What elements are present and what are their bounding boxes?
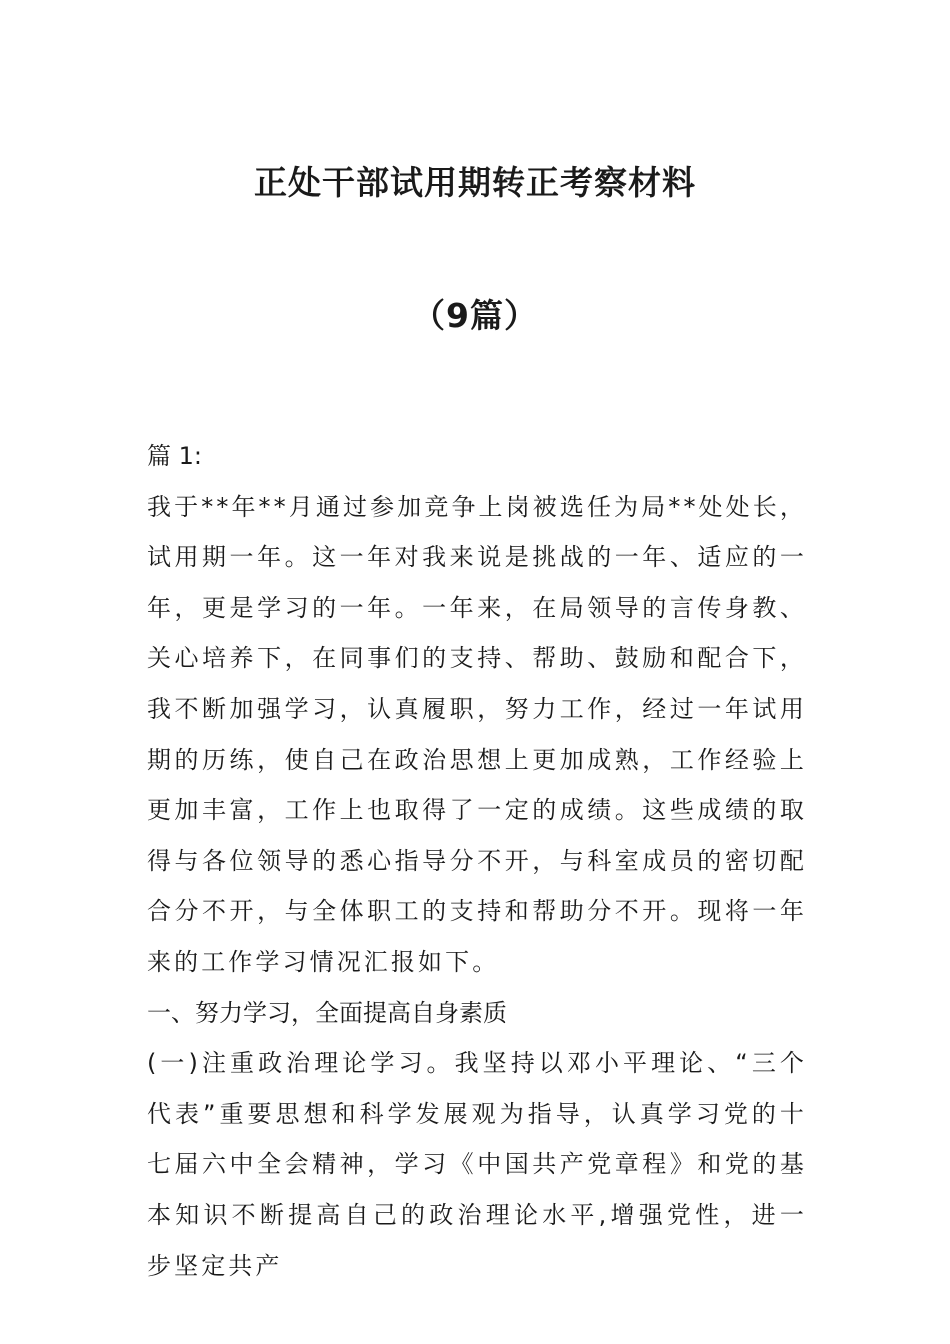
section-label: 篇 1: bbox=[147, 442, 202, 470]
document-subtitle: （9篇） bbox=[412, 296, 538, 335]
document-title: 正处干部试用期转正考察材料 bbox=[254, 163, 696, 202]
section-heading: 一、努力学习，全面提高自身素质 bbox=[147, 998, 507, 1027]
intro-paragraph: 我于**年**月通过参加竞争上岗被选任为局**处处长，试用期一年。这一年对我来说是挑战的一年、适应的一年，更是学习的一年。一年来，在局领导的言传身教、关心培养下，在同事们的支持、帮助、鼓励和配合下，我不断加强学习，认真履职，努力工作，经过一年试用期的历练，使自己在政治思想上更加成熟，工作经验上更加丰富，工作上也取得了一定的成绩。这些成绩的取得与各位领导的悉心指导分不开，与科室成员的密切配合分不开，与全体职工的支持和帮助分不开。现将一年来的工作学习情况汇报如下。 bbox=[147, 492, 807, 976]
subsection-paragraph: (一)注重政治理论学习。我坚持以邓小平理论、“三个代表”重要思想和科学发展观为指导，认真学习党的十七届六中全会精神，学习《中国共产党章程》和党的基本知识不断提高自己的政治理论水平,增强党性，进一步坚定共产 bbox=[147, 1049, 807, 1280]
document-body bbox=[147, 431, 807, 1291]
